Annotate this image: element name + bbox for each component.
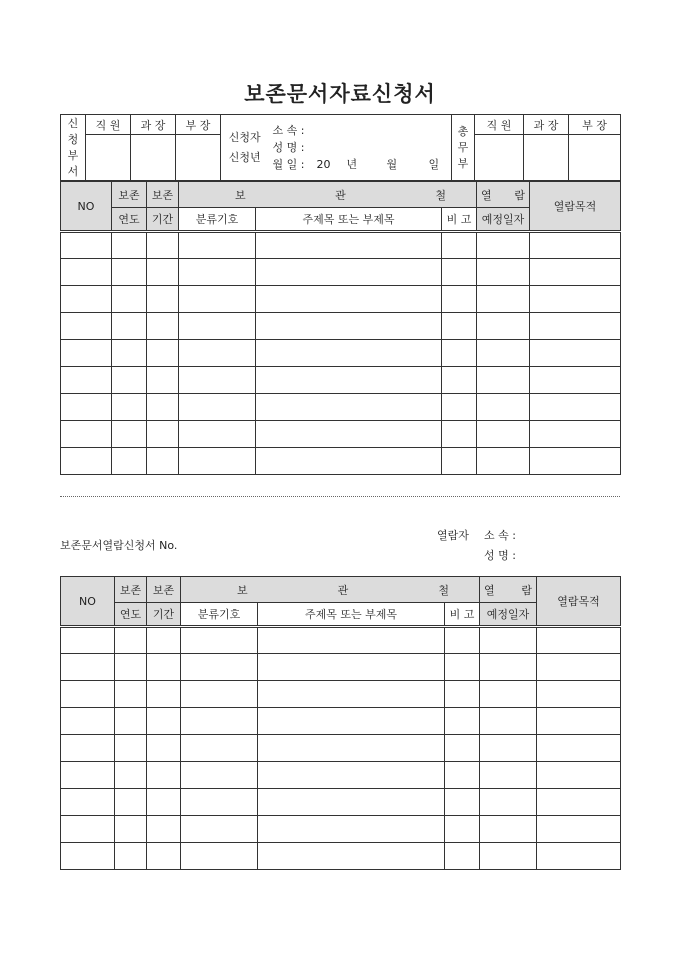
cell-period[interactable] (147, 843, 181, 870)
cell-period[interactable] (147, 789, 181, 816)
table-row (61, 681, 621, 708)
cell-purpose[interactable] (537, 681, 621, 708)
cell-period[interactable] (147, 313, 179, 340)
cell-view-date[interactable] (480, 789, 537, 816)
cell-subject[interactable] (256, 448, 442, 475)
col-year-header-top: 보존 (112, 182, 147, 208)
applicant-affiliation: 소 속 : (272, 124, 305, 137)
applicant-date: 월 일 : 20 년 월 일 (272, 158, 440, 171)
cell-class[interactable] (181, 762, 258, 789)
cell-period[interactable] (147, 762, 181, 789)
table-row (61, 448, 621, 475)
cell-class[interactable] (179, 394, 256, 421)
cell-purpose[interactable] (530, 367, 621, 394)
table-row (61, 843, 621, 870)
cell-purpose[interactable] (530, 259, 621, 286)
cell-no[interactable] (61, 735, 115, 762)
cell-subject[interactable] (258, 789, 445, 816)
cell-year[interactable] (112, 232, 147, 259)
cell-view-date[interactable] (480, 735, 537, 762)
cell-view-date[interactable] (480, 708, 537, 735)
cell-view-date[interactable] (480, 627, 537, 654)
cell-year[interactable] (115, 627, 147, 654)
cell-class[interactable] (179, 232, 256, 259)
applicant-label: 신청자 신청년 (221, 115, 269, 181)
cell-purpose[interactable] (530, 421, 621, 448)
cell-period[interactable] (147, 259, 179, 286)
cell-subject[interactable] (258, 735, 445, 762)
approval2-head-sign[interactable] (569, 135, 621, 181)
cell-period[interactable] (147, 340, 179, 367)
cell-year[interactable] (115, 708, 147, 735)
cell-year[interactable] (115, 654, 147, 681)
cell-year[interactable] (112, 286, 147, 313)
cell-note[interactable] (442, 259, 477, 286)
viewer-label: 열람자 (437, 529, 469, 542)
cell-year[interactable] (112, 340, 147, 367)
cell-class[interactable] (181, 654, 258, 681)
cell-purpose[interactable] (537, 708, 621, 735)
cell-note[interactable] (445, 681, 480, 708)
cell-class[interactable] (179, 340, 256, 367)
cell-class[interactable] (181, 681, 258, 708)
table-row (61, 708, 621, 735)
cell-note[interactable] (445, 735, 480, 762)
cell-purpose[interactable] (530, 232, 621, 259)
cell-view-date[interactable] (477, 421, 530, 448)
col-purpose-header: 열람목적 (537, 577, 621, 627)
table-row (61, 394, 621, 421)
table-row (61, 627, 621, 654)
cell-period[interactable] (147, 708, 181, 735)
table-row (61, 340, 621, 367)
table-row (61, 367, 621, 394)
table-row (61, 313, 621, 340)
cell-purpose[interactable] (530, 313, 621, 340)
cell-purpose[interactable] (537, 627, 621, 654)
cell-purpose[interactable] (530, 448, 621, 475)
cell-period[interactable] (147, 654, 181, 681)
cell-year[interactable] (112, 448, 147, 475)
cell-view-date[interactable] (477, 232, 530, 259)
cell-period[interactable] (147, 448, 179, 475)
approval2-chief-label: 과 장 (524, 115, 569, 135)
cell-no[interactable] (61, 448, 112, 475)
cell-no[interactable] (61, 232, 112, 259)
cell-view-date[interactable] (477, 313, 530, 340)
cell-purpose[interactable] (530, 286, 621, 313)
cell-year[interactable] (115, 789, 147, 816)
cell-purpose[interactable] (537, 735, 621, 762)
col-period-header-bottom: 기간 (147, 208, 179, 232)
col-class-header: 분류기호 (179, 208, 256, 232)
cell-note[interactable] (445, 789, 480, 816)
cell-note[interactable] (442, 448, 477, 475)
cell-year[interactable] (112, 367, 147, 394)
col-keep-header: 보 관 철 (179, 182, 477, 208)
cell-period[interactable] (147, 394, 179, 421)
approval-chief-sign[interactable] (131, 135, 176, 181)
cell-year[interactable] (115, 762, 147, 789)
cell-no[interactable] (61, 627, 115, 654)
cell-period[interactable] (147, 286, 179, 313)
cell-purpose[interactable] (537, 762, 621, 789)
cell-subject[interactable] (258, 762, 445, 789)
cell-class[interactable] (179, 313, 256, 340)
cell-class[interactable] (179, 367, 256, 394)
cell-subject[interactable] (256, 259, 442, 286)
col-note-header: 비 고 (442, 208, 477, 232)
table-row (61, 232, 621, 259)
cell-subject[interactable] (258, 816, 445, 843)
cell-period[interactable] (147, 681, 181, 708)
table-row (61, 789, 621, 816)
approval-head-sign[interactable] (176, 135, 221, 181)
col-period-header-top: 보존 (147, 182, 179, 208)
cell-subject[interactable] (256, 367, 442, 394)
cell-no[interactable] (61, 259, 112, 286)
cell-class[interactable] (179, 421, 256, 448)
applicant-name: 성 명 : (272, 141, 305, 154)
col-subject-header: 주제목 또는 부제목 (258, 603, 445, 627)
cell-subject[interactable] (256, 313, 442, 340)
request-table (60, 181, 621, 475)
col-year-header-bottom: 연도 (115, 603, 147, 627)
cell-year[interactable] (112, 394, 147, 421)
cell-no[interactable] (61, 340, 112, 367)
requesting-dept-label: 신 청 부 서 (61, 115, 86, 181)
cell-no[interactable] (61, 367, 112, 394)
cell-subject[interactable] (258, 681, 445, 708)
col-year-header-top: 보존 (115, 577, 147, 603)
col-view-header-top: 열 람 (480, 577, 537, 603)
cell-subject[interactable] (258, 708, 445, 735)
cell-no[interactable] (61, 762, 115, 789)
cell-no[interactable] (61, 394, 112, 421)
col-period-header-top: 보존 (147, 577, 181, 603)
cell-subject[interactable] (256, 421, 442, 448)
col-view-header-bottom: 예정일자 (480, 603, 537, 627)
cell-purpose[interactable] (530, 340, 621, 367)
col-view-header-bottom: 예정일자 (477, 208, 530, 232)
col-year-header-bottom: 연도 (112, 208, 147, 232)
applicant-info (269, 115, 452, 181)
cell-class[interactable] (181, 816, 258, 843)
cell-year[interactable] (112, 259, 147, 286)
cell-note[interactable] (442, 421, 477, 448)
cell-view-date[interactable] (477, 394, 530, 421)
cell-year[interactable] (115, 735, 147, 762)
viewer-affiliation: 소 속 : (484, 529, 516, 542)
cell-subject[interactable] (256, 394, 442, 421)
cell-class[interactable] (181, 708, 258, 735)
form-no-label: 보존문서열람신청서 No. (60, 539, 178, 552)
cell-note[interactable] (442, 286, 477, 313)
cell-note[interactable] (445, 708, 480, 735)
approval-staff-label: 직 원 (86, 115, 131, 135)
cell-period[interactable] (147, 232, 179, 259)
col-note-header: 비 고 (445, 603, 480, 627)
cell-class[interactable] (181, 735, 258, 762)
approval-head-label: 부 장 (176, 115, 221, 135)
cell-no[interactable] (61, 708, 115, 735)
cell-note[interactable] (442, 232, 477, 259)
cell-year[interactable] (112, 313, 147, 340)
cell-no[interactable] (61, 843, 115, 870)
approval2-head-label: 부 장 (569, 115, 621, 135)
table-row (61, 654, 621, 681)
col-no-header: NO (61, 577, 115, 627)
cell-purpose[interactable] (537, 843, 621, 870)
cell-class[interactable] (181, 627, 258, 654)
cell-note[interactable] (445, 843, 480, 870)
cell-subject[interactable] (258, 843, 445, 870)
cell-view-date[interactable] (480, 681, 537, 708)
cell-note[interactable] (442, 394, 477, 421)
cell-subject[interactable] (258, 627, 445, 654)
approval-block (60, 114, 621, 181)
cell-view-date[interactable] (480, 762, 537, 789)
col-subject-header: 주제목 또는 부제목 (256, 208, 442, 232)
table-row (61, 762, 621, 789)
cell-note[interactable] (442, 340, 477, 367)
cell-view-date[interactable] (477, 340, 530, 367)
cell-view-date[interactable] (477, 367, 530, 394)
cell-view-date[interactable] (477, 286, 530, 313)
approval2-staff-label: 직 원 (475, 115, 524, 135)
cell-purpose[interactable] (537, 654, 621, 681)
cell-class[interactable] (179, 448, 256, 475)
cell-period[interactable] (147, 421, 179, 448)
cell-class[interactable] (181, 789, 258, 816)
document-title: 보존문서자료신청서 (244, 81, 436, 106)
col-period-header-bottom: 기간 (147, 603, 181, 627)
col-view-header-top: 열 람 (477, 182, 530, 208)
cell-no[interactable] (61, 816, 115, 843)
table-row (61, 816, 621, 843)
col-no-header: NO (61, 182, 112, 232)
approval2-staff-sign[interactable] (475, 135, 524, 181)
cell-subject[interactable] (256, 340, 442, 367)
cell-no[interactable] (61, 286, 112, 313)
cell-no[interactable] (61, 681, 115, 708)
cell-no[interactable] (61, 421, 112, 448)
cell-note[interactable] (445, 654, 480, 681)
cell-class[interactable] (179, 259, 256, 286)
table-row (61, 421, 621, 448)
cell-view-date[interactable] (480, 816, 537, 843)
cell-no[interactable] (61, 654, 115, 681)
cell-purpose[interactable] (537, 816, 621, 843)
cell-subject[interactable] (258, 654, 445, 681)
admin-dept-label: 총 무 부 (452, 115, 475, 181)
cell-view-date[interactable] (477, 259, 530, 286)
cell-period[interactable] (147, 627, 181, 654)
cell-purpose[interactable] (537, 789, 621, 816)
approval-chief-label: 과 장 (131, 115, 176, 135)
col-class-header: 분류기호 (181, 603, 258, 627)
table-row (61, 259, 621, 286)
cell-period[interactable] (147, 816, 181, 843)
cell-no[interactable] (61, 789, 115, 816)
viewer-name: 성 명 : (484, 549, 516, 562)
cell-subject[interactable] (256, 232, 442, 259)
cell-year[interactable] (112, 421, 147, 448)
table-row (61, 735, 621, 762)
cell-year[interactable] (115, 843, 147, 870)
cell-note[interactable] (445, 762, 480, 789)
approval2-chief-sign[interactable] (524, 135, 569, 181)
col-purpose-header: 열람목적 (530, 182, 621, 232)
cell-note[interactable] (445, 627, 480, 654)
cell-note[interactable] (445, 816, 480, 843)
cell-view-date[interactable] (480, 843, 537, 870)
cell-note[interactable] (442, 313, 477, 340)
cell-year[interactable] (115, 681, 147, 708)
cell-class[interactable] (181, 843, 258, 870)
cell-period[interactable] (147, 735, 181, 762)
cell-view-date[interactable] (480, 654, 537, 681)
cell-period[interactable] (147, 367, 179, 394)
cell-year[interactable] (115, 816, 147, 843)
cell-purpose[interactable] (530, 394, 621, 421)
cut-line (60, 496, 620, 497)
table-row (61, 286, 621, 313)
cell-class[interactable] (179, 286, 256, 313)
cell-note[interactable] (442, 367, 477, 394)
viewing-table (60, 576, 621, 870)
cell-view-date[interactable] (477, 448, 530, 475)
cell-no[interactable] (61, 313, 112, 340)
cell-subject[interactable] (256, 286, 442, 313)
approval-staff-sign[interactable] (86, 135, 131, 181)
col-keep-header: 보 관 철 (181, 577, 480, 603)
